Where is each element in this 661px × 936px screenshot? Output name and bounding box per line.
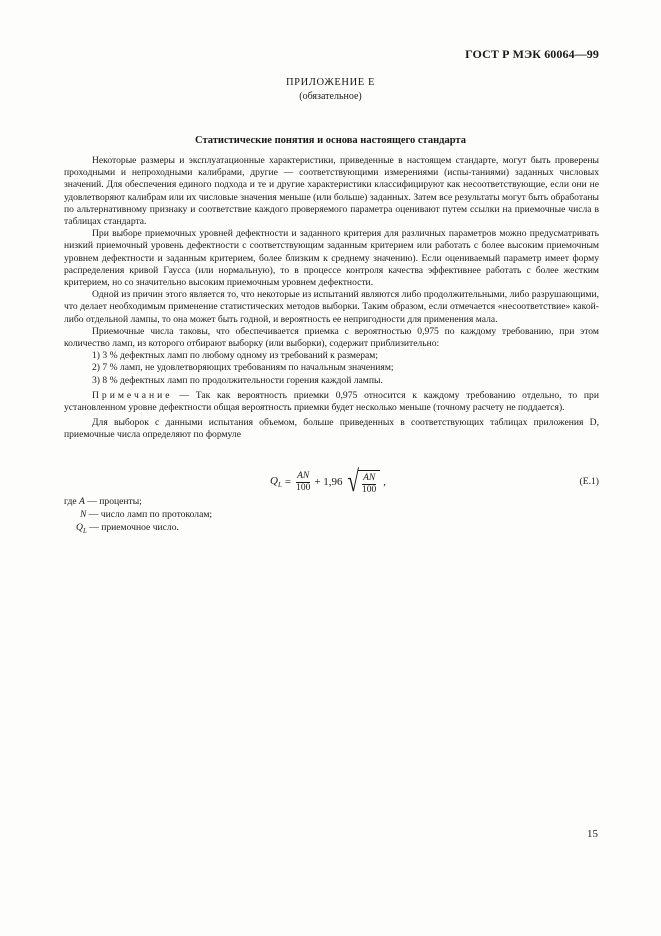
paragraph-3: Одной из причин этого является то, что некоторые из испытаний являются либо продолжительными, либо разрушающими, что делает необходимым применение статистических методов выборки. Таким образом, если отмечается «несоответствие» какой-либо отдельной лампы, то она может быть годной, и вероятность ее непригодности для применения мала. — [64, 289, 599, 325]
list-item: 2) 7 % ламп, не удовлетворяющих требованиям по начальным значениям; — [92, 362, 394, 374]
sqrt-sign-icon: √ — [347, 465, 359, 498]
appendix-status: (обязательное) — [299, 91, 362, 102]
page-number: 15 — [587, 828, 598, 840]
formula-equals: = — [284, 476, 292, 488]
sqrt-fraction: $\frac{AN}{100}$ — [362, 473, 377, 495]
paragraph-5: Для выборок с данными испытания объемом, больше приведенных в соответствующих таблицах приложения D, приемочные числа определяют по формуле — [64, 417, 599, 441]
note — [64, 390, 599, 414]
formula-sqrt — [345, 466, 381, 498]
section-title: Статистические понятия и основа настоящего стандарта — [195, 135, 466, 146]
appendix-label: ПРИЛОЖЕНИЕ Е — [285, 77, 376, 88]
list-item: 1) 3 % дефектных ламп по любому одному из требований к размерам; — [92, 350, 379, 362]
defect-list — [64, 350, 599, 387]
paragraph-4: Приемочные числа таковы, что обеспечивается приемка с вероятностью 0,975 по каждому требованию, при этом количество ламп, из которого отбирают выборку (или выборки), содержит приблизительно: — [64, 325, 599, 350]
equation-number: (Е.1) — [579, 476, 599, 487]
body-text — [64, 155, 599, 442]
paragraph-2: При выборе приемочных уровней дефектности и заданного критерия для различных параметров можно предусматривать низкий приемочный уровень дефектности с соответствующим заданным критерием или работать с более высоким приемочным уровнем дефектности и заданным критерием, более близким к среднему значению). Если оцениваемый параметр имеет форму распределения кривой Гаусса (или нормальную), то в процессе контроля качества эффективнее работать с более жестким критерием, но со значительно высоким приемочным уровнем дефектности. — [64, 228, 599, 289]
formula-expression — [270, 463, 386, 501]
paragraph-1: Некоторые размеры и эксплуатационные характеристики, приведенные в настоящем стандарте, могут быть проверены проходными и непроходными калибрами, другие — соответствующими измерениями (испы-таниями) заданных числовых значений. Для обеспечения единого подхода и те и другие характеристики классифицируют как несоответствующие, если они не удовлетворяют калибрам или их числовые значения меньше (или больше) заданных. Затем все результаты могут быть обработаны по альтернативному признаку и соответствие каждого проверяемого параметра оценивают путем ссылки на приемочные числа в таблицах стандарта. — [64, 155, 599, 228]
var-a: где A — проценты; — [64, 496, 142, 507]
formula-fraction: $\frac{AN}{100}$ — [296, 470, 311, 493]
formula-trailing: , — [383, 476, 387, 488]
variable-definitions — [64, 496, 212, 537]
note-text: — Так как вероятность приемки 0,975 относится к каждому требованию отдельно, то при установленном уровне дефектности общая вероятность приемки будет несколько меньше (точному расчету не поддается). — [64, 389, 599, 414]
formula-coefficient: + 1,96 — [314, 476, 343, 488]
var-n: N — число ламп по протоколам; — [80, 508, 213, 520]
note-label: Примечание — [92, 389, 173, 401]
formula-lhs: $Q_L$ — [270, 474, 282, 490]
list-item: 3) 8 % дефектных ламп по продолжительности горения каждой лампы. — [92, 374, 383, 386]
standard-header: ГОСТ Р МЭК 60064—99 — [465, 47, 599, 61]
var-q: $Q_L$ — приемочное число. — [76, 521, 179, 535]
